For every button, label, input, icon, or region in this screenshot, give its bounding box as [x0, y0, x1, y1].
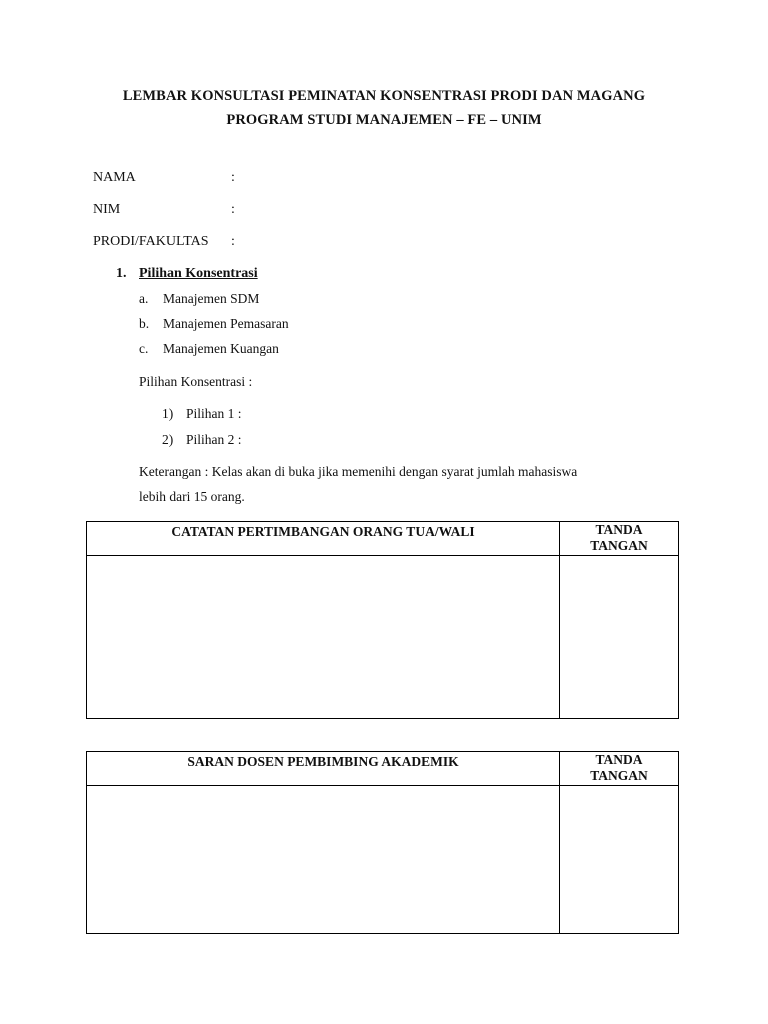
choice-text: Pilihan 1 :: [186, 406, 242, 421]
option-text: Manajemen SDM: [163, 291, 260, 306]
field-label-prodi: PRODI/FAKULTAS: [93, 234, 209, 249]
section-number: 1.: [116, 266, 127, 281]
field-colon-nama: :: [231, 170, 235, 185]
signature-header: [560, 522, 679, 556]
parent-notes-header: CATATAN PERTIMBANGAN ORANG TUA/WALI: [87, 522, 560, 556]
advisor-advice-table: [86, 751, 679, 934]
option-letter: b.: [139, 316, 150, 331]
choice-text: Pilihan 2 :: [186, 432, 242, 447]
document-subtitle: PROGRAM STUDI MANAJEMEN – FE – UNIM: [226, 112, 542, 128]
parent-notes-table: [86, 521, 679, 719]
field-colon-prodi: :: [231, 234, 235, 249]
signature-header-line1: TANDA: [595, 752, 643, 767]
choice-number: 2): [162, 432, 174, 447]
note-line-1: Keterangan : Kelas akan di buka jika memenihi dengan syarat jumlah mahasiswa: [139, 464, 578, 479]
signature-header-line1: TANDA: [595, 522, 643, 537]
option-letter: a.: [139, 291, 149, 306]
signature-header-line2: TANGAN: [590, 768, 648, 783]
choice-label: Pilihan Konsentrasi :: [139, 374, 253, 389]
option-text: Manajemen Kuangan: [163, 341, 279, 356]
document-title: LEMBAR KONSULTASI PEMINATAN KONSENTRASI PRODI DAN MAGANG: [122, 88, 646, 104]
advisor-advice-header: SARAN DOSEN PEMBIMBING AKADEMIK: [87, 752, 560, 786]
option-letter: c.: [139, 341, 149, 356]
field-label-nim: NIM: [93, 202, 121, 217]
signature-header: [560, 752, 679, 786]
advisor-signature-cell[interactable]: [560, 786, 679, 934]
note-line-2: lebih dari 15 orang.: [139, 489, 245, 504]
choice-number: 1): [162, 406, 174, 421]
signature-header-line2: TANGAN: [590, 538, 648, 553]
section-title: Pilihan Konsentrasi: [139, 266, 258, 281]
parent-signature-cell[interactable]: [560, 556, 679, 719]
field-label-nama: NAMA: [93, 170, 136, 185]
parent-notes-cell[interactable]: [87, 556, 560, 719]
option-text: Manajemen Pemasaran: [163, 316, 289, 331]
field-colon-nim: :: [231, 202, 235, 217]
advisor-advice-cell[interactable]: [87, 786, 560, 934]
